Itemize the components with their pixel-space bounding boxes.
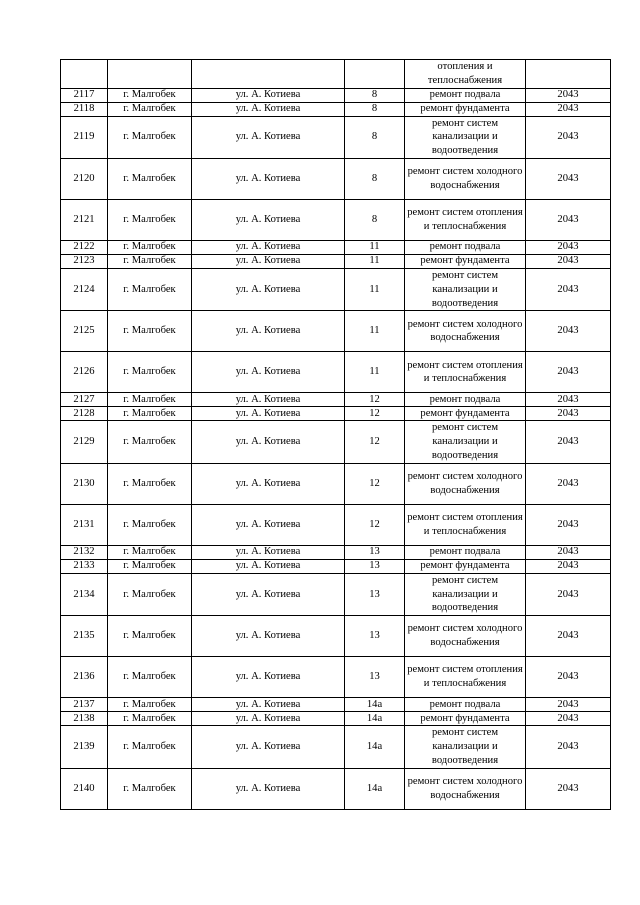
table-row [61, 352, 611, 393]
cell-year: 2043 [526, 199, 611, 240]
table-row [61, 311, 611, 352]
cell-number: 2123 [61, 254, 108, 268]
cell-number: 2119 [61, 116, 108, 158]
cell-number: 2137 [61, 698, 108, 712]
cell-city: г. Малгобек [108, 199, 192, 240]
cell-house: 12 [345, 504, 405, 545]
cell-house: 11 [345, 352, 405, 393]
cell-work-type: ремонт подвала [405, 698, 526, 712]
cell-year: 2043 [526, 573, 611, 615]
cell-number: 2134 [61, 573, 108, 615]
cell-street: ул. А. Котиева [192, 116, 345, 158]
registry-table [60, 59, 611, 810]
cell-work-type: отопления и теплоснабжения [405, 60, 526, 89]
cell-house: 11 [345, 240, 405, 254]
cell-year: 2043 [526, 726, 611, 768]
cell-city: г. Малгобек [108, 311, 192, 352]
cell-work-type: ремонт подвала [405, 88, 526, 102]
cell-year: 2043 [526, 311, 611, 352]
cell-work-type: ремонт фундамента [405, 254, 526, 268]
cell-work-type: ремонт систем канализации и водоотведения [405, 421, 526, 463]
cell-work-type: ремонт подвала [405, 545, 526, 559]
cell-house: 13 [345, 657, 405, 698]
cell-house: 13 [345, 573, 405, 615]
cell-number: 2140 [61, 768, 108, 809]
cell-work-type: ремонт систем холодного водоснабжения [405, 616, 526, 657]
cell-street: ул. А. Котиева [192, 726, 345, 768]
table-row [61, 240, 611, 254]
cell-city: г. Малгобек [108, 240, 192, 254]
cell-street: ул. А. Котиева [192, 463, 345, 504]
cell-city: г. Малгобек [108, 504, 192, 545]
cell-house: 12 [345, 463, 405, 504]
table-row [61, 393, 611, 407]
cell-house: 13 [345, 545, 405, 559]
cell-house: 8 [345, 199, 405, 240]
cell-street: ул. А. Котиева [192, 311, 345, 352]
table-row [61, 407, 611, 421]
cell-year: 2043 [526, 254, 611, 268]
cell-year: 2043 [526, 559, 611, 573]
cell-city: г. Малгобек [108, 102, 192, 116]
cell-street: ул. А. Котиева [192, 768, 345, 809]
cell-year: 2043 [526, 421, 611, 463]
table-row [61, 504, 611, 545]
cell-number: 2117 [61, 88, 108, 102]
cell-number: 2124 [61, 268, 108, 310]
cell-work-type: ремонт систем отопления и теплоснабжения [405, 199, 526, 240]
cell-number: 2125 [61, 311, 108, 352]
table-row [61, 545, 611, 559]
cell-house: 8 [345, 158, 405, 199]
cell-street: ул. А. Котиева [192, 199, 345, 240]
cell-work-type: ремонт систем холодного водоснабжения [405, 158, 526, 199]
cell-year: 2043 [526, 240, 611, 254]
cell-street: ул. А. Котиева [192, 504, 345, 545]
cell-street: ул. А. Котиева [192, 616, 345, 657]
table-row [61, 616, 611, 657]
cell-work-type: ремонт подвала [405, 240, 526, 254]
cell-work-type: ремонт систем отопления и теплоснабжения [405, 504, 526, 545]
cell-city: г. Малгобек [108, 657, 192, 698]
cell-house: 11 [345, 254, 405, 268]
cell-city: г. Малгобек [108, 268, 192, 310]
cell-work-type: ремонт систем холодного водоснабжения [405, 463, 526, 504]
cell-city: г. Малгобек [108, 421, 192, 463]
cell-street: ул. А. Котиева [192, 102, 345, 116]
cell-city: г. Малгобек [108, 352, 192, 393]
cell-number: 2136 [61, 657, 108, 698]
cell-work-type: ремонт систем отопления и теплоснабжения [405, 352, 526, 393]
cell-house: 13 [345, 559, 405, 573]
table-row [61, 116, 611, 158]
cell-number: 2130 [61, 463, 108, 504]
cell-city: г. Малгобек [108, 407, 192, 421]
cell-year: 2043 [526, 463, 611, 504]
cell-work-type: ремонт систем канализации и водоотведения [405, 116, 526, 158]
cell-street: ул. А. Котиева [192, 698, 345, 712]
cell-street [192, 60, 345, 89]
cell-year: 2043 [526, 657, 611, 698]
cell-city: г. Малгобек [108, 768, 192, 809]
cell-city: г. Малгобек [108, 712, 192, 726]
cell-house: 8 [345, 88, 405, 102]
cell-year: 2043 [526, 158, 611, 199]
table-row [61, 199, 611, 240]
cell-city: г. Малгобек [108, 545, 192, 559]
cell-city: г. Малгобек [108, 393, 192, 407]
cell-work-type: ремонт систем канализации и водоотведения [405, 268, 526, 310]
cell-house: 11 [345, 311, 405, 352]
cell-year: 2043 [526, 88, 611, 102]
table-row [61, 268, 611, 310]
cell-year: 2043 [526, 545, 611, 559]
cell-number: 2118 [61, 102, 108, 116]
cell-year: 2043 [526, 504, 611, 545]
table-row [61, 712, 611, 726]
cell-city: г. Малгобек [108, 88, 192, 102]
cell-number: 2138 [61, 712, 108, 726]
cell-street: ул. А. Котиева [192, 657, 345, 698]
cell-city: г. Малгобек [108, 698, 192, 712]
cell-street: ул. А. Котиева [192, 393, 345, 407]
cell-city: г. Малгобек [108, 158, 192, 199]
cell-house: 8 [345, 102, 405, 116]
cell-year: 2043 [526, 712, 611, 726]
cell-year: 2043 [526, 407, 611, 421]
cell-work-type: ремонт систем канализации и водоотведения [405, 726, 526, 768]
cell-year: 2043 [526, 102, 611, 116]
cell-house [345, 60, 405, 89]
cell-work-type: ремонт фундамента [405, 102, 526, 116]
cell-street: ул. А. Котиева [192, 268, 345, 310]
cell-city [108, 60, 192, 89]
cell-city: г. Малгобек [108, 116, 192, 158]
cell-house: 12 [345, 407, 405, 421]
table-row [61, 573, 611, 615]
cell-number: 2128 [61, 407, 108, 421]
table-row [61, 102, 611, 116]
table-row [61, 657, 611, 698]
registry-table-body [61, 60, 611, 810]
table-row [61, 88, 611, 102]
table-row [61, 698, 611, 712]
cell-street: ул. А. Котиева [192, 352, 345, 393]
cell-work-type: ремонт фундамента [405, 712, 526, 726]
cell-street: ул. А. Котиева [192, 407, 345, 421]
cell-house: 14а [345, 698, 405, 712]
cell-number: 2121 [61, 199, 108, 240]
cell-house: 14а [345, 712, 405, 726]
cell-year [526, 60, 611, 89]
cell-street: ул. А. Котиева [192, 88, 345, 102]
cell-house: 11 [345, 268, 405, 310]
cell-number: 2139 [61, 726, 108, 768]
table-row [61, 158, 611, 199]
cell-city: г. Малгобек [108, 463, 192, 504]
cell-street: ул. А. Котиева [192, 559, 345, 573]
table-row-continuation [61, 60, 611, 89]
cell-street: ул. А. Котиева [192, 573, 345, 615]
cell-number: 2132 [61, 545, 108, 559]
cell-year: 2043 [526, 698, 611, 712]
cell-house: 8 [345, 116, 405, 158]
table-row [61, 254, 611, 268]
cell-street: ул. А. Котиева [192, 240, 345, 254]
cell-street: ул. А. Котиева [192, 158, 345, 199]
cell-house: 14а [345, 768, 405, 809]
cell-number: 2131 [61, 504, 108, 545]
table-row [61, 768, 611, 809]
cell-city: г. Малгобек [108, 573, 192, 615]
cell-street: ул. А. Котиева [192, 545, 345, 559]
cell-number: 2127 [61, 393, 108, 407]
cell-work-type: ремонт систем канализации и водоотведения [405, 573, 526, 615]
cell-work-type: ремонт фундамента [405, 559, 526, 573]
cell-year: 2043 [526, 268, 611, 310]
cell-number [61, 60, 108, 89]
cell-year: 2043 [526, 616, 611, 657]
table-row [61, 559, 611, 573]
cell-year: 2043 [526, 352, 611, 393]
cell-year: 2043 [526, 116, 611, 158]
cell-work-type: ремонт подвала [405, 393, 526, 407]
cell-house: 13 [345, 616, 405, 657]
cell-work-type: ремонт систем отопления и теплоснабжения [405, 657, 526, 698]
cell-city: г. Малгобек [108, 616, 192, 657]
cell-number: 2126 [61, 352, 108, 393]
cell-number: 2120 [61, 158, 108, 199]
cell-street: ул. А. Котиева [192, 254, 345, 268]
cell-street: ул. А. Котиева [192, 421, 345, 463]
cell-city: г. Малгобек [108, 254, 192, 268]
cell-number: 2133 [61, 559, 108, 573]
cell-work-type: ремонт систем холодного водоснабжения [405, 311, 526, 352]
cell-house: 12 [345, 421, 405, 463]
cell-house: 14а [345, 726, 405, 768]
table-row [61, 421, 611, 463]
table-row [61, 463, 611, 504]
cell-work-type: ремонт систем холодного водоснабжения [405, 768, 526, 809]
cell-house: 12 [345, 393, 405, 407]
cell-city: г. Малгобек [108, 726, 192, 768]
cell-year: 2043 [526, 768, 611, 809]
table-row [61, 726, 611, 768]
cell-number: 2129 [61, 421, 108, 463]
cell-street: ул. А. Котиева [192, 712, 345, 726]
cell-number: 2122 [61, 240, 108, 254]
cell-city: г. Малгобек [108, 559, 192, 573]
cell-year: 2043 [526, 393, 611, 407]
cell-number: 2135 [61, 616, 108, 657]
cell-work-type: ремонт фундамента [405, 407, 526, 421]
